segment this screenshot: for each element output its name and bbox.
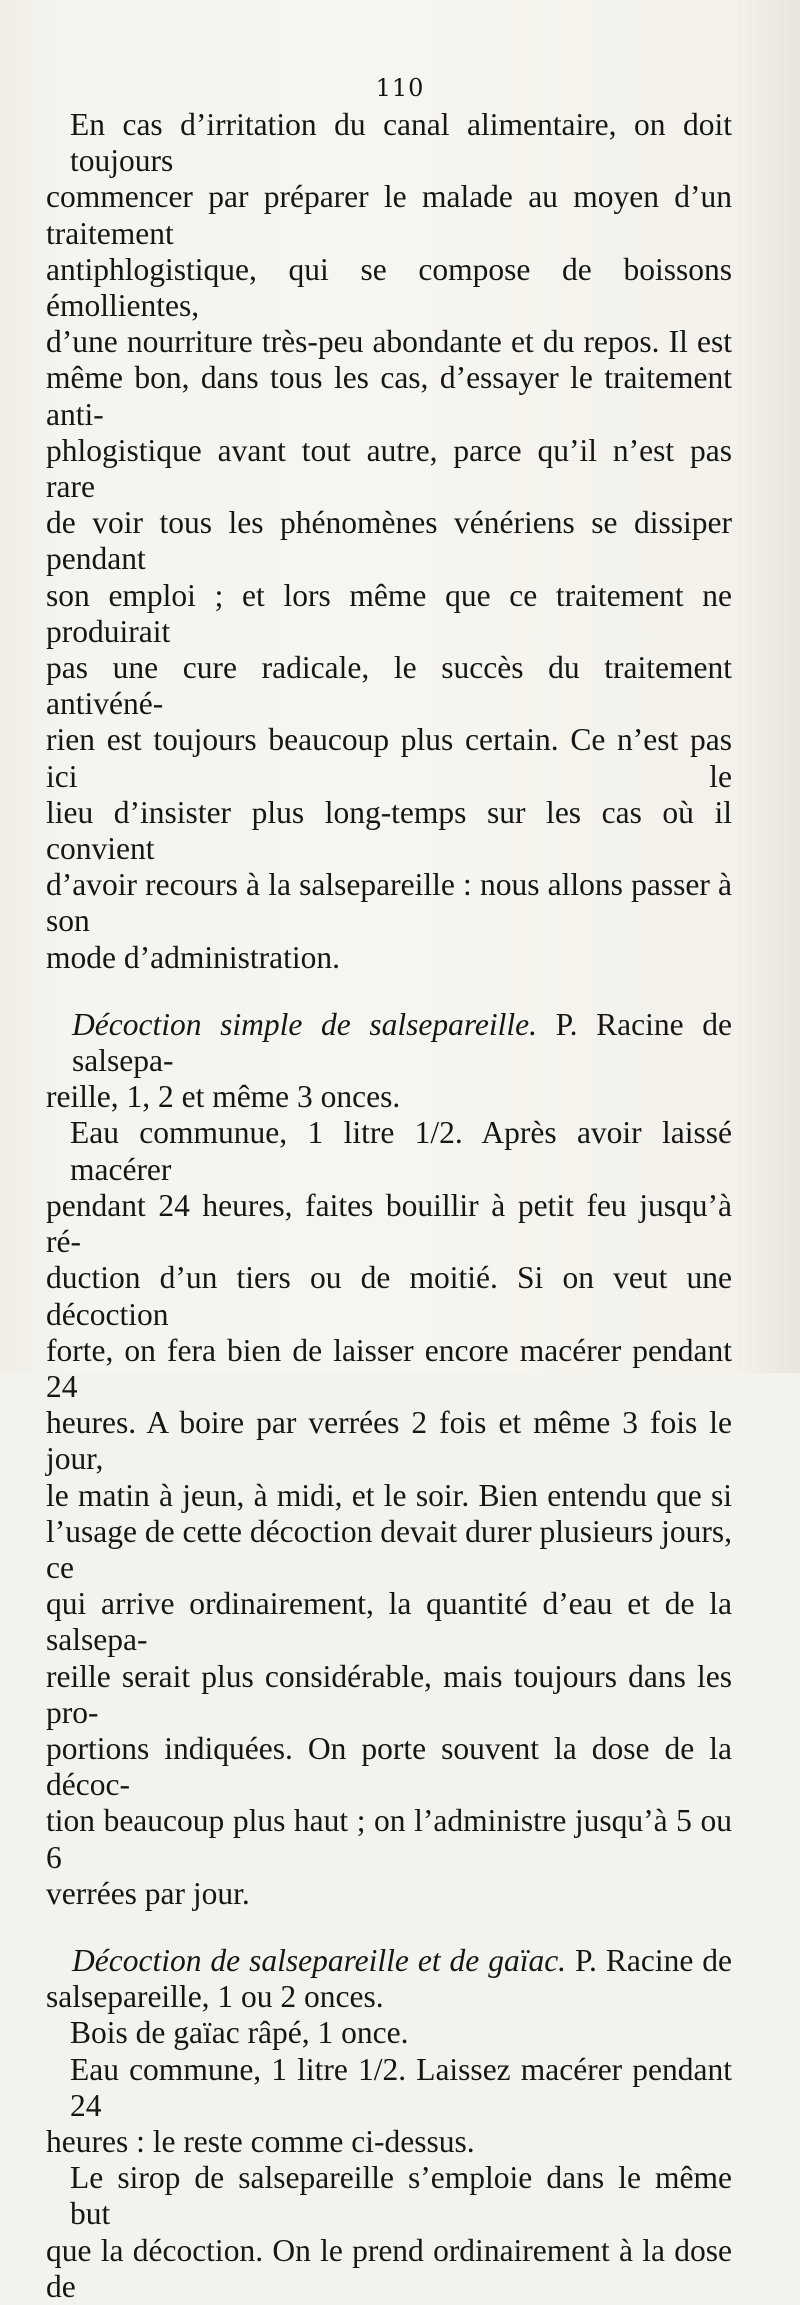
- text-line: duction d’un tiers ou de moitié. Si on veut une décoction: [46, 1260, 732, 1332]
- recipe-heading-tail: P. Racine de salsepa-: [72, 1006, 732, 1079]
- text-line: pas une cure radicale, le succès du traitement antivéné-: [46, 650, 732, 722]
- paragraph-bois-gaiac: [46, 2015, 732, 2051]
- paragraph-irritation: [46, 107, 732, 976]
- text-line: qui arrive ordinairement, la quantité d’eau et de la salsepa-: [46, 1586, 732, 1658]
- paragraph-eau-communue: [46, 1115, 732, 1911]
- text-line: [46, 1943, 732, 1979]
- text-line: lieu d’insister plus long-temps sur les cas où il convient: [46, 794, 732, 867]
- text-line: heures : le reste comme ci-dessus.: [46, 2123, 475, 2159]
- text-line: antiphlogistique, qui se compose de boissons émollientes,: [46, 251, 732, 324]
- text-line: tion beaucoup plus haut ; on l’administre jusqu’à 5 ou 6: [46, 1803, 732, 1875]
- text-line: commencer par préparer le malade au moyen d’un traitement: [46, 179, 732, 251]
- recipe-heading: Décoction de salsepareille et de gaïac.: [72, 1942, 567, 1978]
- text-line: d’une nourriture très-peu abondante et du repos. Il est: [46, 324, 732, 360]
- text-line: Le sirop de salsepareille s’emploie dans le même but: [70, 2160, 732, 2232]
- text-line: heures. A boire par verrées 2 fois et même 3 fois le jour,: [46, 1405, 732, 1477]
- text-line: forte, on fera bien de laisser encore macérer pendant 24: [46, 1332, 732, 1404]
- recipe-heading: Décoction simple de salsepareille.: [72, 1006, 537, 1042]
- paragraph-eau-commune: [46, 2052, 732, 2161]
- text-line: portions indiquées. On porte souvent la dose de la décoc-: [46, 1730, 732, 1803]
- text-line: [46, 1007, 732, 1079]
- text-line: mode d’administration.: [46, 939, 340, 975]
- text-line: rien est toujours beaucoup plus certain. Ce n’est pas ici le: [46, 722, 732, 794]
- text-line: reille serait plus considérable, mais toujours dans les pro-: [46, 1658, 732, 1730]
- text-line: son emploi ; et lors même que ce traitement ne produirait: [46, 577, 732, 649]
- text-line: le matin à jeun, à midi, et le soir. Bien entendu que si: [46, 1477, 732, 1513]
- paragraph-sirop: [46, 2160, 732, 2305]
- text-line: l’usage de cette décoction devait durer plusieurs jours, ce: [46, 1513, 732, 1585]
- text-line: même bon, dans tous les cas, d’essayer le traitement anti-: [46, 360, 732, 432]
- text-line: pendant 24 heures, faites bouillir à petit feu jusqu’à ré-: [46, 1187, 732, 1260]
- text-line: verrées par jour.: [46, 1875, 250, 1911]
- page-number: 110: [375, 74, 425, 102]
- text-line: d’avoir recours à la salsepareille : nous allons passer à son: [46, 867, 732, 939]
- text-line: Bois de gaïac râpé, 1 once.: [70, 2015, 409, 2051]
- text-line: de voir tous les phénomènes vénériens se dissiper pendant: [46, 505, 732, 577]
- text-line: phlogistique avant tout autre, parce qu’il n’est pas rare: [46, 432, 732, 505]
- text-line: Eau communue, 1 litre 1/2. Après avoir laissé macérer: [70, 1115, 732, 1187]
- paragraph-decoction-gaiac: [46, 1943, 732, 2015]
- body-text: [46, 107, 732, 2305]
- text-line: que la décoction. On le prend ordinairement à la dose de: [46, 2232, 732, 2304]
- text-line: reille, 1, 2 et même 3 onces.: [46, 1079, 401, 1115]
- paragraph-decoction-simple: [46, 1007, 732, 1116]
- text-line: En cas d’irritation du canal alimentaire, on doit toujours: [70, 107, 732, 179]
- text-line: Eau commune, 1 litre 1/2. Laissez macérer pendant 24: [70, 2051, 732, 2123]
- recipe-heading-tail: P. Racine de: [566, 1942, 732, 1978]
- text-line: salsepareille, 1 ou 2 onces.: [46, 1979, 384, 2015]
